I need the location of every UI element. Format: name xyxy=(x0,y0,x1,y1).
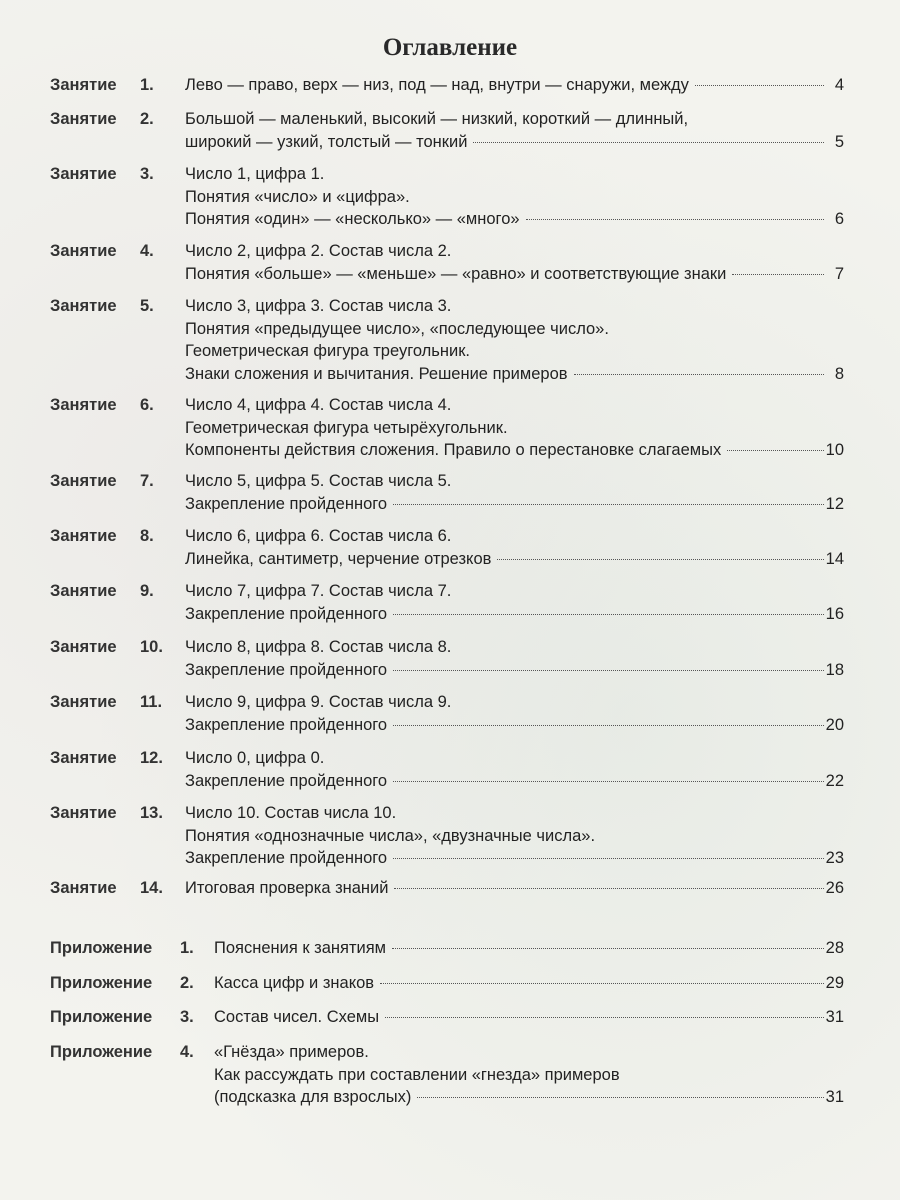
dot-leader xyxy=(394,888,824,889)
entry-text: Состав чисел. Схемы xyxy=(214,1008,380,1026)
entry-text: Касса цифр и знаков xyxy=(214,974,375,992)
entry-description xyxy=(185,747,830,792)
dot-leader xyxy=(497,559,824,560)
entry-text-line: Число 6, цифра 6. Состав числа 6. xyxy=(185,527,452,545)
entry-text-line: Понятия «однозначные числа», «двузначные числа». xyxy=(185,826,596,845)
entry-number: 3. xyxy=(140,165,154,183)
page-number: 28 xyxy=(825,939,844,957)
page-number: 16 xyxy=(825,604,844,623)
entry-description xyxy=(214,1006,830,1029)
entry-number: 13. xyxy=(140,804,163,822)
entry-number: 4. xyxy=(140,242,154,260)
entry-text-line: Число 9, цифра 9. Состав числа 9. xyxy=(185,693,452,711)
page-number: 8 xyxy=(834,364,844,383)
lesson-label xyxy=(50,165,154,184)
page-number: 6 xyxy=(834,210,844,228)
page-number: 12 xyxy=(825,494,844,513)
entry-label-word: Занятие xyxy=(50,693,117,711)
entry-text: Знаки сложения и вычитания. Решение примеров xyxy=(185,364,568,383)
entry-label-word: Занятие xyxy=(50,110,117,128)
entry-text-line: Геометрическая фигура треугольник. xyxy=(185,342,471,360)
lesson-label xyxy=(50,297,154,316)
lesson-label xyxy=(50,582,154,601)
entry-text: Закрепление пройденного xyxy=(185,660,388,679)
entry-label-word: Занятие xyxy=(50,879,117,897)
dot-leader xyxy=(385,1017,824,1018)
entry-text-line: Число 3, цифра 3. Состав числа 3. xyxy=(185,297,452,315)
entry-text-line xyxy=(185,877,830,900)
entry-number: 6. xyxy=(140,396,154,414)
entry-text-line xyxy=(185,770,830,793)
dot-leader xyxy=(727,450,824,451)
lesson-label xyxy=(50,879,163,898)
entry-text-line xyxy=(214,1086,830,1109)
entry-text: Закрепление пройденного xyxy=(185,494,388,513)
dot-leader xyxy=(393,858,824,859)
entry-text-line xyxy=(185,439,830,462)
entry-text-line xyxy=(185,714,830,737)
entry-text-line: Число 7, цифра 7. Состав числа 7. xyxy=(185,582,452,600)
entry-label-word: Занятие xyxy=(50,242,117,260)
entry-text-line xyxy=(185,493,830,516)
dot-leader xyxy=(473,142,824,143)
entry-description xyxy=(185,240,830,285)
lesson-label xyxy=(50,472,154,491)
entry-label-word: Занятие xyxy=(50,396,117,414)
entry-number: 1. xyxy=(180,939,194,957)
appendix-label xyxy=(50,1043,194,1062)
entry-label-word: Занятие xyxy=(50,582,117,600)
dot-leader xyxy=(393,670,824,671)
entry-label-word: Занятие xyxy=(50,297,117,315)
entry-text: Закрепление пройденного xyxy=(185,849,388,867)
entry-text: Закрепление пройденного xyxy=(185,771,388,790)
entry-text-line: Число 8, цифра 8. Состав числа 8. xyxy=(185,638,452,656)
entry-text-line xyxy=(185,263,830,286)
entry-description xyxy=(185,394,830,462)
entry-number: 4. xyxy=(180,1043,194,1061)
page-number: 31 xyxy=(825,1088,844,1106)
entry-description xyxy=(214,937,830,960)
entry-description xyxy=(185,877,830,900)
lesson-label xyxy=(50,804,163,823)
entry-label-word: Занятие xyxy=(50,165,117,183)
page-number: 26 xyxy=(825,879,844,897)
entry-text-line: Число 2, цифра 2. Состав числа 2. xyxy=(185,242,452,260)
entry-number: 11. xyxy=(140,693,163,711)
page-number: 10 xyxy=(825,441,844,459)
entry-text-line xyxy=(185,208,830,231)
entry-label-word: Занятие xyxy=(50,638,117,656)
entry-description xyxy=(214,1041,830,1109)
entry-text-line xyxy=(185,363,830,386)
lesson-label xyxy=(50,242,154,261)
appendix-label xyxy=(50,939,194,958)
page-number: 18 xyxy=(825,660,844,679)
entry-label-word: Приложение xyxy=(50,974,153,992)
appendix-label xyxy=(50,974,194,993)
dot-leader xyxy=(695,85,824,86)
entry-number: 10. xyxy=(140,638,163,656)
entry-label-word: Занятие xyxy=(50,804,117,822)
entry-label-word: Занятие xyxy=(50,76,117,94)
entry-text-line: Геометрическая фигура четырёхугольник. xyxy=(185,418,508,437)
entry-label-word: Приложение xyxy=(50,1043,153,1061)
entry-description xyxy=(185,636,830,681)
lesson-label xyxy=(50,693,163,712)
lesson-label xyxy=(50,396,154,415)
entry-text: Компоненты действия сложения. Правило о перестановке слагаемых xyxy=(185,441,722,459)
entry-number: 2. xyxy=(140,110,154,128)
entry-description xyxy=(185,470,830,515)
entry-text-line: Понятия «предыдущее число», «последующее число». xyxy=(185,319,609,338)
entry-description xyxy=(185,580,830,625)
entry-description xyxy=(185,691,830,736)
page-number: 29 xyxy=(825,974,844,992)
page-number: 20 xyxy=(825,715,844,734)
dot-leader xyxy=(732,274,824,275)
entry-text-line xyxy=(214,972,830,995)
entry-text-line: Как рассуждать при составлении «гнезда» примеров xyxy=(214,1065,620,1084)
entry-text-line xyxy=(185,659,830,682)
dot-leader xyxy=(526,219,824,220)
dot-leader xyxy=(417,1097,824,1098)
entry-text-line: Число 1, цифра 1. xyxy=(185,165,325,183)
entry-label-word: Занятие xyxy=(50,749,117,767)
entry-description xyxy=(185,295,830,385)
entry-text: Линейка, сантиметр, черчение отрезков xyxy=(185,549,492,568)
entry-label-word: Приложение xyxy=(50,939,153,957)
page-number: 23 xyxy=(825,849,844,867)
dot-leader xyxy=(392,948,824,949)
entry-text: Закрепление пройденного xyxy=(185,715,388,734)
entry-text-line xyxy=(185,603,830,626)
entry-text-line: Большой — маленький, высокий — низкий, короткий — длинный, xyxy=(185,110,689,128)
entry-text: Итоговая проверка знаний xyxy=(185,879,389,897)
entry-text-line: Число 10. Состав числа 10. xyxy=(185,804,397,822)
page-number: 22 xyxy=(825,771,844,790)
entry-text-line: Число 5, цифра 5. Состав числа 5. xyxy=(185,472,452,490)
entry-text: широкий — узкий, толстый — тонкий xyxy=(185,132,468,151)
entry-label-word: Приложение xyxy=(50,1008,153,1026)
entry-text-line xyxy=(185,74,830,97)
entry-description xyxy=(185,108,830,153)
dot-leader xyxy=(393,781,824,782)
entry-number: 8. xyxy=(140,527,154,545)
entry-text: Лево — право, верх — низ, под — над, внутри — снаружи, между xyxy=(185,76,689,94)
dot-leader xyxy=(574,374,824,375)
entry-description xyxy=(185,802,830,870)
page-number: 5 xyxy=(834,132,844,151)
entry-text-line xyxy=(214,1006,830,1029)
entry-text-line: «Гнёзда» примеров. xyxy=(214,1043,369,1061)
dot-leader xyxy=(393,504,824,505)
lesson-label xyxy=(50,638,163,657)
entry-text-line: Число 4, цифра 4. Состав числа 4. xyxy=(185,396,452,414)
entry-number: 5. xyxy=(140,297,154,315)
dot-leader xyxy=(393,614,824,615)
entry-number: 7. xyxy=(140,472,154,490)
page-number: 31 xyxy=(825,1008,844,1026)
entry-text-line xyxy=(185,847,830,870)
entry-text: Понятия «больше» — «меньше» — «равно» и соответствующие знаки xyxy=(185,264,727,283)
entry-description xyxy=(185,163,830,231)
entry-text: Понятия «один» — «несколько» — «много» xyxy=(185,210,520,228)
entry-number: 3. xyxy=(180,1008,194,1026)
entry-number: 1. xyxy=(140,76,154,94)
lesson-label xyxy=(50,749,163,768)
entry-text-line xyxy=(214,937,830,960)
entry-text-line xyxy=(185,131,830,154)
page-number: 4 xyxy=(834,76,844,94)
entry-text-line: Число 0, цифра 0. xyxy=(185,749,325,767)
entry-description xyxy=(185,74,830,97)
page-title: Оглавление xyxy=(382,34,518,61)
dot-leader xyxy=(393,725,824,726)
entry-number: 14. xyxy=(140,879,163,897)
page-number: 7 xyxy=(834,264,844,283)
entry-text: (подсказка для взрослых) xyxy=(214,1088,412,1106)
dot-leader xyxy=(380,983,824,984)
page-number: 14 xyxy=(825,549,844,568)
entry-number: 2. xyxy=(180,974,194,992)
entry-description xyxy=(185,525,830,570)
entry-label-word: Занятие xyxy=(50,527,117,545)
entry-text: Закрепление пройденного xyxy=(185,604,388,623)
appendix-label xyxy=(50,1008,194,1027)
entry-text-line: Понятия «число» и «цифра». xyxy=(185,187,410,206)
entry-number: 9. xyxy=(140,582,154,600)
entry-text-line xyxy=(185,548,830,571)
entry-description xyxy=(214,972,830,995)
lesson-label xyxy=(50,76,154,95)
entry-text: Пояснения к занятиям xyxy=(214,939,387,957)
entry-label-word: Занятие xyxy=(50,472,117,490)
lesson-label xyxy=(50,110,154,129)
entry-number: 12. xyxy=(140,749,163,767)
lesson-label xyxy=(50,527,154,546)
